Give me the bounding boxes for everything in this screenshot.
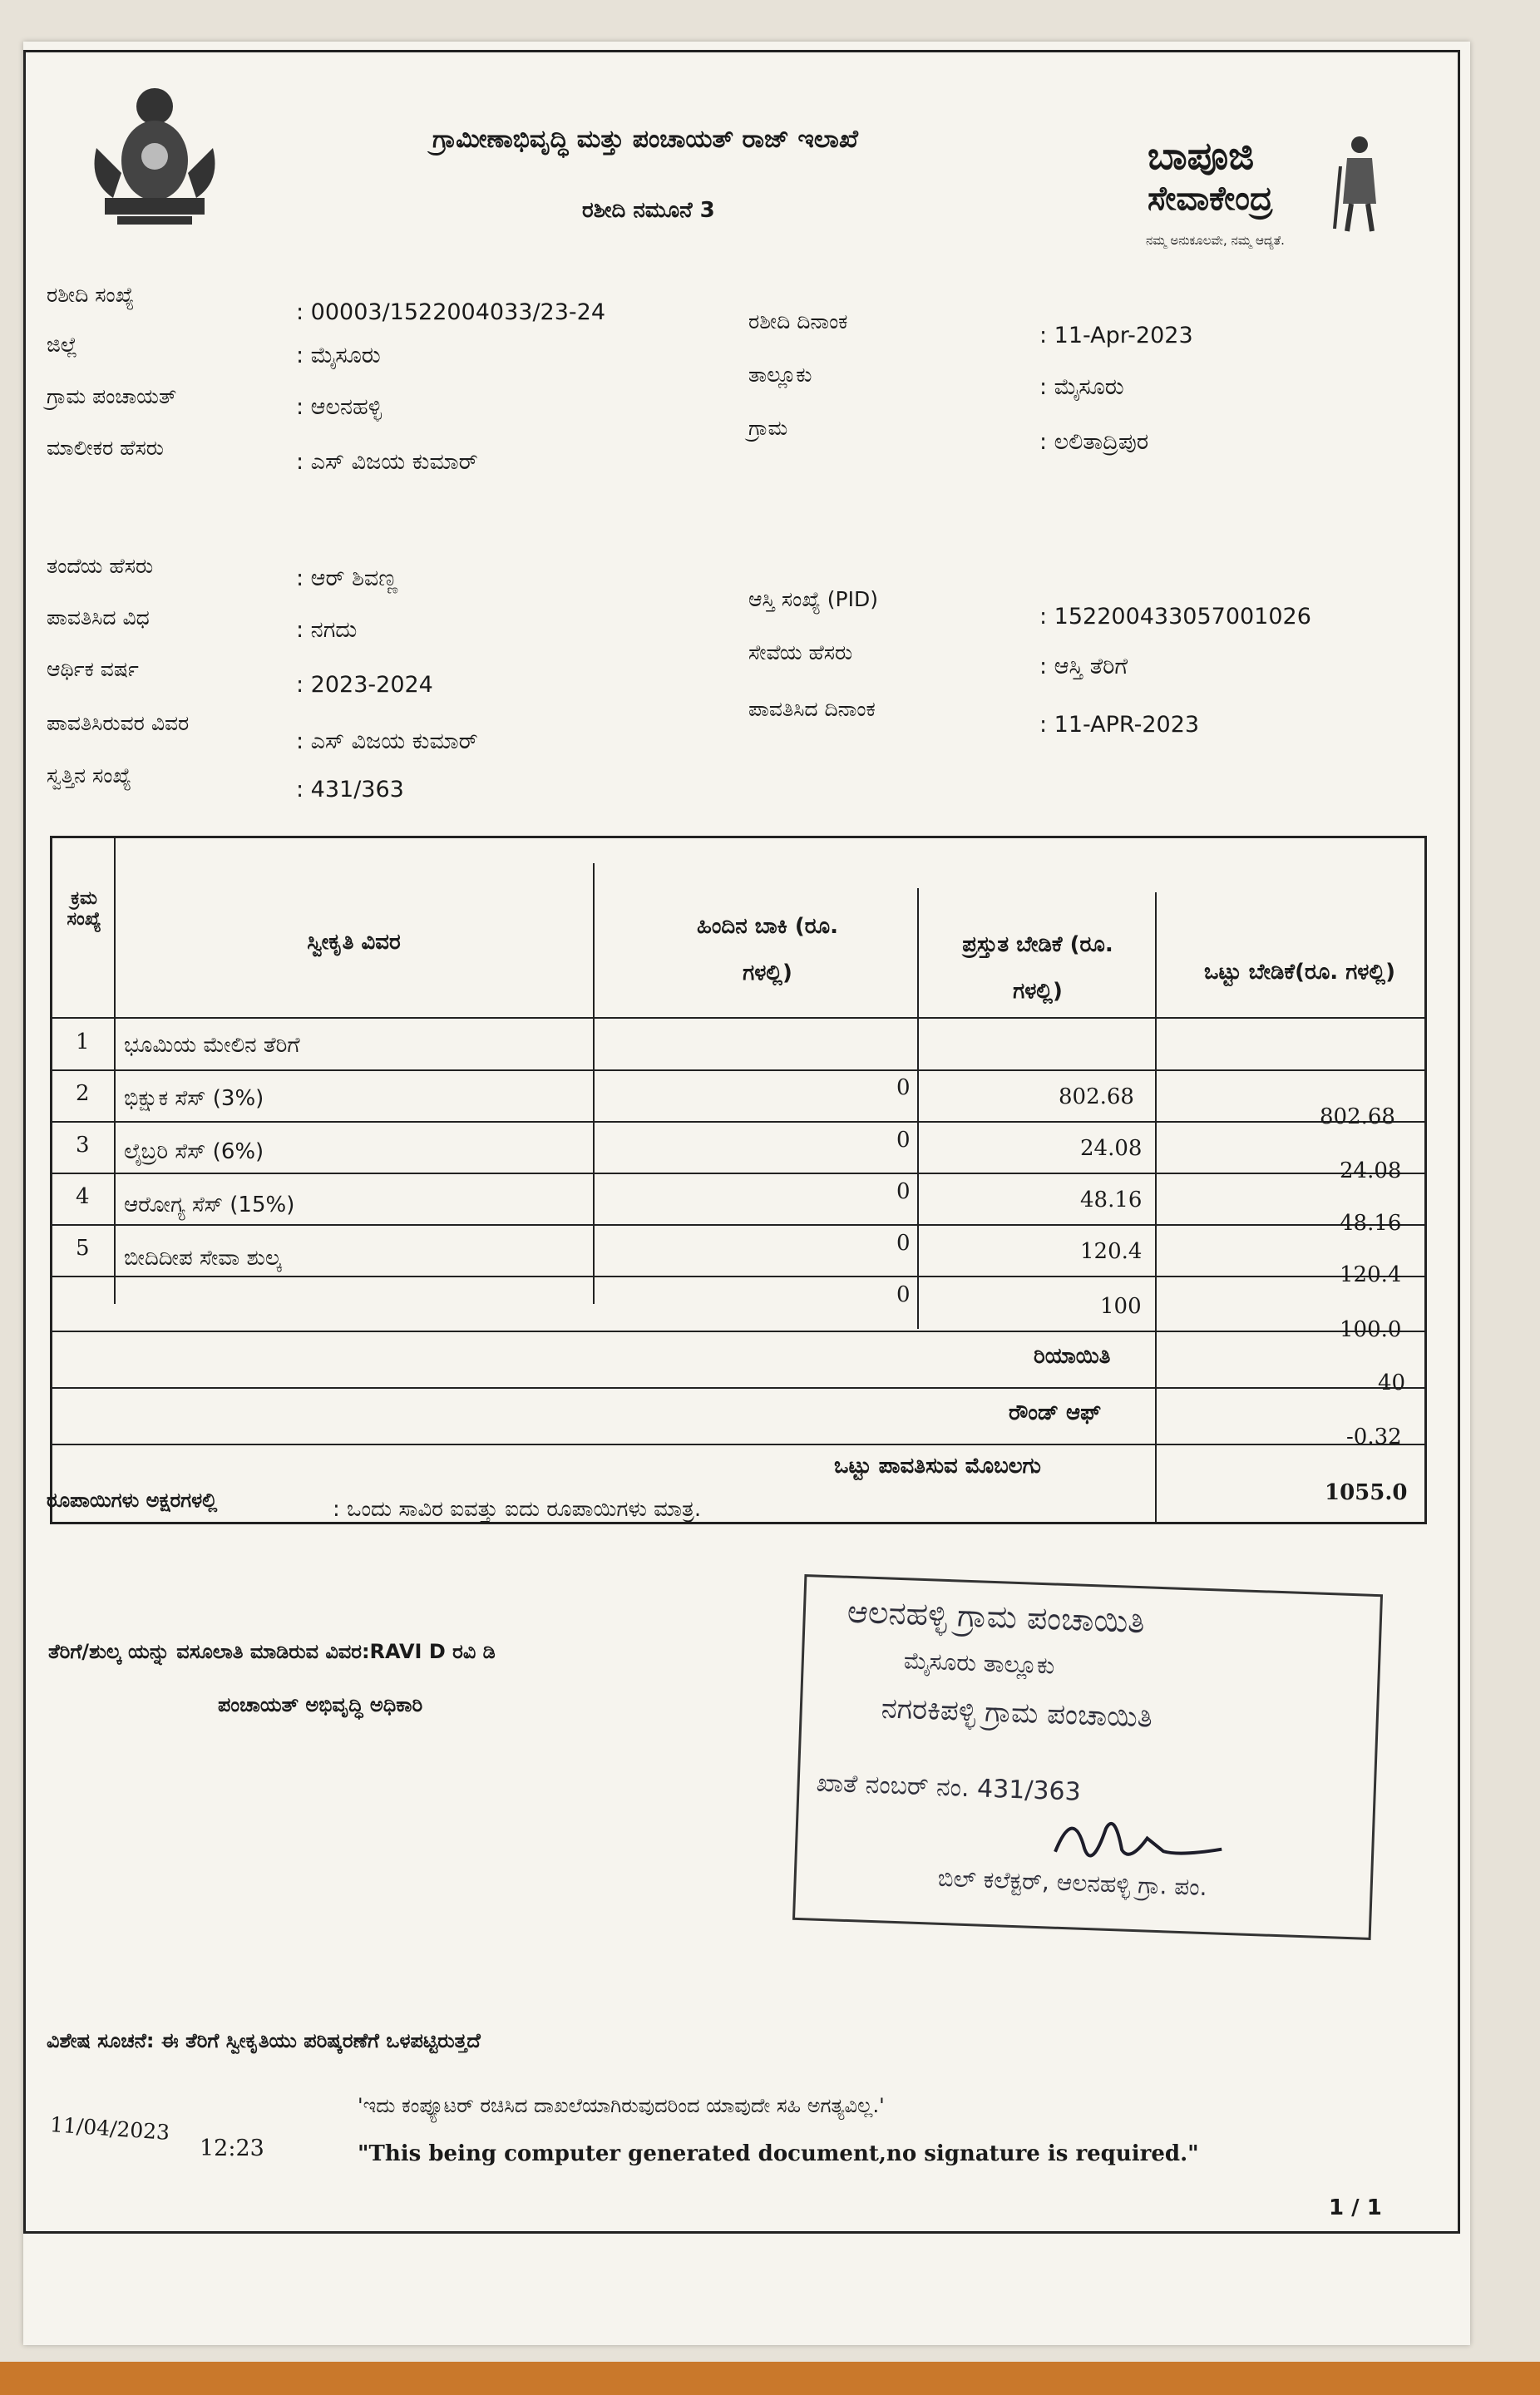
- row-1-current: 802.68: [1059, 1084, 1134, 1109]
- collector-designation: ಪಂಚಾಯತ್ ಅಭಿವೃದ್ಧಿ ಅಧಿಕಾರಿ: [218, 1693, 423, 1716]
- district-value: : ಮೈಸೂರು: [296, 343, 381, 368]
- receipt-date-label: ರಶೀದಿ ದಿನಾಂಕ: [748, 309, 848, 333]
- row-4-arrears: 0: [896, 1231, 911, 1256]
- village-label: ಗ್ರಾಮ: [748, 416, 788, 440]
- computer-generated-note-kannada: 'ಇದು ಕಂಪ್ಯೂಟರ್ ರಚಿಸಿದ ದಾಖಲೆಯಾಗಿರುವುದರಿಂದ ಯಾವುದೇ ಸಹಿ ಅಗತ್ಯವಿಲ್ಲ.': [358, 2094, 885, 2117]
- department-title: ಗ್ರಾಮೀಣಾಭಿವೃದ್ಧಿ ಮತ್ತು ಪಂಚಾಯತ್ ರಾಜ್ ಇಲಾಖೆ: [432, 125, 858, 154]
- row-3-total: 48.16: [1340, 1211, 1402, 1236]
- header-description: ಸ್ವೀಕೃತಿ ವಿವರ: [307, 930, 401, 955]
- receipt-date-value: : 11-Apr-2023: [1039, 323, 1193, 348]
- row-5-description: ಬೀದಿದೀಪ ಸೇವಾ ಶುಲ್ಕ: [124, 1246, 282, 1271]
- bapuji-logo: [1139, 133, 1389, 258]
- rebate-label: ರಿಯಾಯಿತಿ: [1034, 1344, 1111, 1369]
- grand-total-label: ಒಟ್ಟು ಪಾವತಿಸುವ ಮೊಬಲಗು: [834, 1454, 1041, 1479]
- logo-line-2: ಸೇವಾಕೇಂದ್ರ: [1148, 180, 1273, 218]
- row-3-description: ಲೈಬ್ರರಿ ಸೆಸ್ (6%): [124, 1139, 264, 1164]
- taluk-value: : ಮೈಸೂರು: [1039, 374, 1124, 400]
- grand-total-value: 1055.0: [1325, 1480, 1408, 1505]
- stamp-line-2: ಮೈಸೂರು ತಾಲ್ಲೂಕು: [903, 1647, 1055, 1680]
- official-stamp: [792, 1574, 1383, 1940]
- roundoff-label: ರೌಂಡ್ ಆಫ್: [1009, 1400, 1102, 1425]
- col-divider: [593, 863, 595, 1304]
- row-divider: [52, 1276, 1424, 1277]
- row-4-current: 120.4: [1080, 1239, 1143, 1264]
- stamp-line-5: ಬಿಲ್ ಕಲೆಕ್ಟರ್, ಆಲನಹಳ್ಳಿ ಗ್ರಾ. ಪಂ.: [937, 1864, 1208, 1902]
- row-divider: [52, 1121, 1424, 1123]
- print-date: 11/04/2023: [49, 2112, 170, 2145]
- row-2-serial: 2: [76, 1081, 90, 1106]
- row-3-arrears: 0: [896, 1179, 911, 1204]
- property-number-value: : 431/363: [296, 777, 404, 802]
- receipt-table: [50, 836, 1427, 1524]
- row-1-serial: 1: [76, 1030, 90, 1054]
- amount-in-words-label: ರೂಪಾಯಿಗಳು ಅಕ್ಷರಗಳಲ್ಲಿ: [47, 1489, 218, 1512]
- gram-panchayat-value: : ಆಲನಹಳ್ಳಿ: [296, 394, 383, 420]
- payment-date-label: ಪಾವತಿಸಿದ ದಿನಾಂಕ: [748, 697, 876, 721]
- logo-tagline: ನಮ್ಮ ಅನುಕೂಲವೇ, ನಮ್ಮ ಆದ್ಯತೆ.: [1146, 233, 1285, 248]
- owner-name-value: : ಎಸ್ ವಿಜಯ ಕುಮಾರ್: [296, 449, 478, 475]
- row-1-total: 802.68: [1320, 1104, 1395, 1129]
- row-3-serial: 3: [76, 1133, 90, 1158]
- logo-line-1: ಬಾಪೂಜಿ: [1148, 133, 1255, 178]
- header-total: ಒಟ್ಟು ಬೇಡಿಕೆ(ರೂ. ಗಳಲ್ಲಿ): [1204, 960, 1395, 985]
- special-notice: ವಿಶೇಷ ಸೂಚನೆ: ಈ ತೆರಿಗೆ ಸ್ವೀಕೃತಿಯು ಪರಿಷ್ಕರಣೆಗೆ ಒಳಪಟ್ಟಿರುತ್ತದೆ: [47, 2029, 481, 2052]
- stamp-line-4: ಖಾತೆ ನಂಬರ್ ನಂ. 431/363: [816, 1768, 1082, 1807]
- computer-generated-note-english: "This being computer generated document,no signature is required.": [358, 2141, 1199, 2166]
- header-arrears: ಹಿಂದಿನ ಬಾಕಿ (ರೂ. ಗಳಲ್ಲಿ): [697, 914, 838, 985]
- father-name-value: : ಆರ್ ಶಿವಣ್ಣ: [296, 565, 398, 591]
- row-5-total: 100.0: [1340, 1317, 1402, 1342]
- row-divider: [52, 1331, 1424, 1332]
- payer-details-value: : ಎಸ್ ವಿಜಯ ಕುಮಾರ್: [296, 728, 478, 754]
- receipt-number-label: ರಶೀದಿ ಸಂಖ್ಯೆ: [47, 283, 135, 307]
- financial-year-label: ಆರ್ಥಿಕ ವರ್ಷ: [47, 657, 139, 681]
- col-divider: [917, 888, 919, 1329]
- row-1-arrears: 0: [896, 1075, 911, 1100]
- row-divider: [52, 1224, 1424, 1226]
- stamp-line-1: ಆಲನಹಳ್ಳಿ ಗ್ರಾಮ ಪಂಚಾಯಿತಿ: [847, 1593, 1146, 1641]
- row-5-current: 100: [1100, 1294, 1142, 1319]
- row-1-description: ಭೂಮಿಯ ಮೇಲಿನ ತೆರಿಗೆ: [124, 1033, 300, 1058]
- gram-panchayat-label: ಗ್ರಾಮ ಪಂಚಾಯತ್: [47, 384, 177, 408]
- header-divider: [52, 1017, 1424, 1019]
- row-divider: [52, 1173, 1424, 1174]
- row-divider: [52, 1444, 1424, 1445]
- row-divider: [52, 1069, 1424, 1071]
- service-name-label: ಸೇವೆಯ ಹೆಸರು: [748, 640, 853, 664]
- pid-label: ಆಸ್ತಿ ಸಂಖ್ಯೆ (PID): [748, 587, 878, 611]
- payment-date-value: : 11-APR-2023: [1039, 712, 1200, 738]
- header-current: ಪ್ರಸ್ತುತ ಬೇಡಿಕೆ (ರೂ. ಗಳಲ್ಲಿ): [962, 932, 1113, 1004]
- background-surface: [0, 2362, 1540, 2395]
- gandhi-figure-icon: [1330, 133, 1389, 233]
- row-divider: [52, 1387, 1424, 1389]
- amount-in-words-value: : ಒಂದು ಸಾವಿರ ಐವತ್ತು ಐದು ರೂಪಾಯಿಗಳು ಮಾತ್ರ.: [333, 1497, 702, 1522]
- district-label: ಜಿಲ್ಲೆ: [47, 333, 77, 357]
- payment-mode-value: : ನಗದು: [296, 617, 358, 643]
- father-name-label: ತಂದೆಯ ಹೆಸರು: [47, 554, 154, 578]
- col-divider: [1155, 892, 1157, 1524]
- col-divider: [114, 838, 116, 1304]
- header-serial: ಕ್ರಮ ಸಂಖ್ಯೆ: [67, 888, 101, 930]
- row-2-total: 24.08: [1340, 1158, 1402, 1183]
- service-name-value: : ಆಸ್ತಿ ತೆರಿಗೆ: [1039, 654, 1128, 679]
- page-number: 1 / 1: [1329, 2195, 1382, 2220]
- form-title: ರಶೀದಿ ನಮೂನೆ 3: [582, 198, 715, 223]
- roundoff-value: -0.32: [1346, 1425, 1402, 1449]
- owner-name-label: ಮಾಲೀಕರ ಹೆಸರು: [47, 436, 164, 460]
- row-4-description: ಆರೋಗ್ಯ ಸೆಸ್ (15%): [124, 1193, 295, 1217]
- financial-year-value: : 2023-2024: [296, 672, 433, 698]
- row-4-serial: 4: [76, 1184, 90, 1209]
- stamp-line-3: ನಗರಕಿಪಳ್ಳಿ ಗ್ರಾಮ ಪಂಚಾಯಿತಿ: [881, 1691, 1153, 1735]
- pid-value: : 152200433057001026: [1039, 604, 1311, 630]
- row-5-serial: 5: [76, 1236, 90, 1261]
- row-2-current: 24.08: [1080, 1136, 1143, 1161]
- row-2-arrears: 0: [896, 1128, 911, 1153]
- print-time: 12:23: [200, 2136, 264, 2161]
- property-number-label: ಸ್ವತ್ತಿನ ಸಂಖ್ಯೆ: [47, 763, 131, 788]
- village-value: : ಲಲಿತಾದ್ರಿಪುರ: [1039, 429, 1149, 455]
- state-emblem-icon: [80, 73, 230, 231]
- rebate-value: 40: [1378, 1370, 1406, 1395]
- row-3-current: 48.16: [1080, 1188, 1143, 1212]
- row-5-arrears: 0: [896, 1282, 911, 1307]
- collector-details: ತೆರಿಗೆ/ಶುಲ್ಕ ಯನ್ನು ವಸೂಲಾತಿ ಮಾಡಿರುವ ವಿವರ:RAVI D ರವಿ ಡಿ: [48, 1640, 496, 1663]
- taluk-label: ತಾಲ್ಲೂಕು: [748, 363, 812, 387]
- row-4-total: 120.4: [1340, 1262, 1402, 1287]
- row-2-description: ಭಿಕ್ಷುಕ ಸೆಸ್ (3%): [124, 1086, 264, 1111]
- receipt-number-value: : 00003/1522004033/23-24: [296, 299, 606, 325]
- payment-mode-label: ಪಾವತಿಸಿದ ವಿಧ: [47, 605, 150, 630]
- payer-details-label: ಪಾವತಿಸಿರುವರ ವಿವರ: [47, 711, 190, 735]
